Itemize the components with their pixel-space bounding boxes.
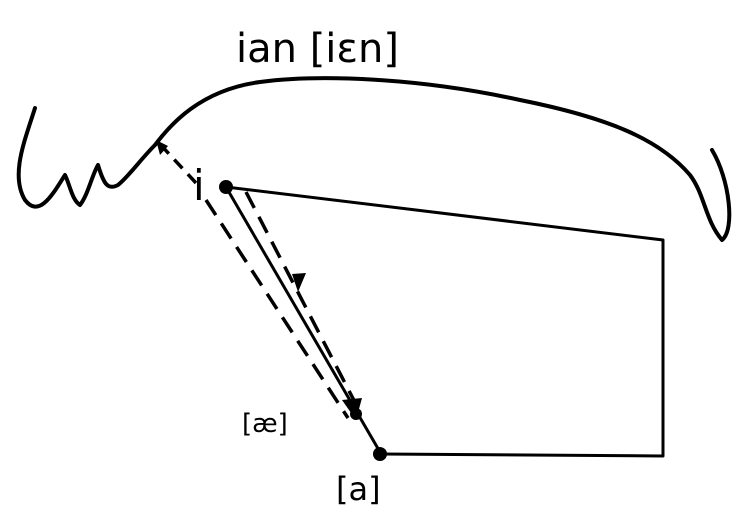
start-vowel-dot bbox=[219, 180, 233, 194]
start-vowel-label: i bbox=[193, 161, 205, 210]
glide-dashed-line-inner bbox=[246, 192, 360, 412]
end-vowel-label: [a] bbox=[336, 470, 381, 508]
diagram-title: ian [iɛn] bbox=[236, 26, 399, 72]
glide-dashed-line-outer bbox=[206, 200, 348, 418]
vowel-quadrilateral bbox=[226, 187, 663, 456]
mid-vowel-label: [æ] bbox=[242, 409, 288, 439]
mid-vowel-dot bbox=[350, 408, 362, 420]
glide-arrowhead-upper bbox=[292, 273, 306, 292]
end-vowel-dot bbox=[373, 447, 387, 461]
palate-curve bbox=[19, 78, 730, 240]
